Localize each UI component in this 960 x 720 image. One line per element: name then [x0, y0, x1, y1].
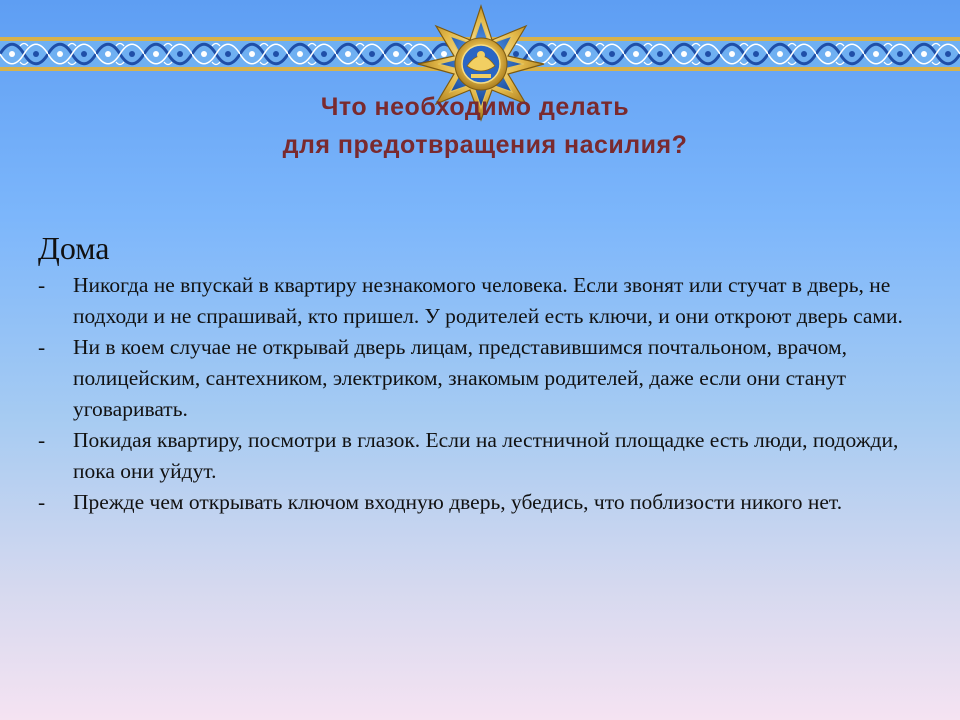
list-item-text: Прежде чем открывать ключом входную дверь, убедись, что поблизости никого нет. — [73, 490, 843, 514]
list-item-text: Ни в коем случае не открывай дверь лицам, представившимся почтальоном, врачом, полицейским, сантехником, электриком, знакомым родителей, даже если они станут уговаривать. — [73, 335, 847, 421]
list-item-text: Покидая квартиру, посмотри в глазок. Если на лестничной площадке есть люди, подожди, пока они уйдут. — [73, 428, 899, 483]
list-item — [38, 487, 928, 518]
bullet-list — [38, 270, 928, 518]
list-item — [38, 425, 928, 487]
bullet-dash: - — [38, 335, 46, 359]
bullet-dash: - — [38, 273, 46, 297]
slide-title — [0, 88, 960, 164]
bullet-dash: - — [38, 490, 46, 514]
title-line-2: для предотвращения насилия? — [282, 131, 688, 159]
section-heading: Дома — [38, 230, 110, 266]
bullet-dash: - — [38, 428, 46, 452]
title-line-1: Что необходимо делать — [320, 93, 630, 121]
list-item-text: Никогда не впускай в квартиру незнакомого человека. Если звонят или стучат в дверь, не подходи и не спрашивай, кто пришел. У родителей есть ключи, и они откроют дверь сами. — [73, 273, 903, 328]
list-item — [38, 270, 928, 332]
list-item — [38, 332, 928, 425]
